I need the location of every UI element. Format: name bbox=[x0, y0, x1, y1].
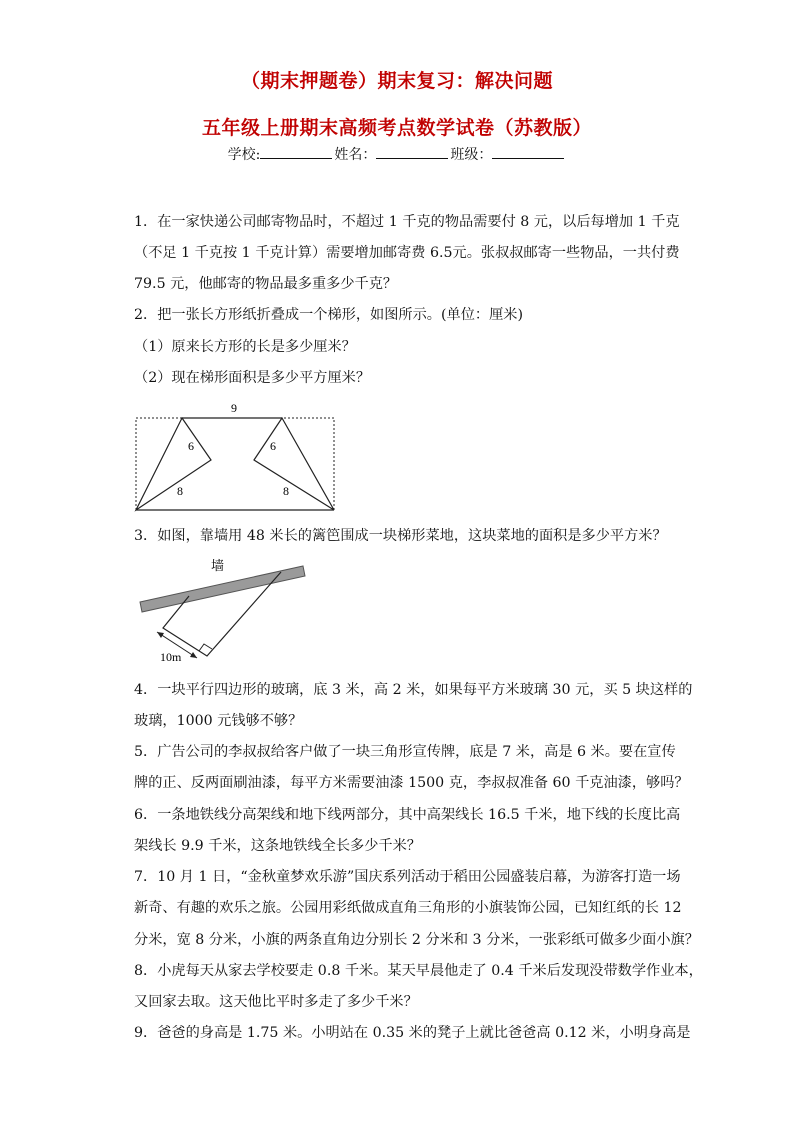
page-subtitle: 五年级上册期末高频考点数学试卷（苏教版） bbox=[201, 117, 592, 139]
problem-3-line-1: 3．如图，靠墙用 48 米长的篱笆围成一块梯形菜地，这块菜地的面积是多少平方米？ bbox=[134, 528, 667, 544]
school-label: 学校: bbox=[227, 147, 261, 163]
wall-label: 墙 bbox=[211, 559, 225, 574]
problem-4-line-2: 玻璃，1000 元钱够不够？ bbox=[134, 713, 303, 729]
problem-4-line-1: 4．一块平行四边形的玻璃，底 3 米，高 2 米，如果每平方米玻璃 30 元，买 5 块这样的 bbox=[134, 682, 693, 698]
figure-wall-trapezoid bbox=[135, 552, 315, 670]
problem-1-line-2: （不足 1 千克按 1 千克计算）需要增加邮寄费 6.5元。张叔叔邮寄一些物品，一共付费 bbox=[134, 245, 680, 261]
label-left-6: 6 bbox=[188, 439, 194, 453]
problem-6-line-2: 架线长 9.9 千米，这条地铁线全长多少千米？ bbox=[134, 838, 421, 854]
figure-folded-rectangle bbox=[130, 398, 340, 516]
student-info-line bbox=[0, 144, 794, 164]
length-label: 10m bbox=[160, 650, 182, 664]
class-label: 班级： bbox=[450, 147, 493, 163]
problem-9-line-1: 9．爸爸的身高是 1.75 米。小明站在 0.35 米的凳子上就比爸爸高 0.12 米，小明身高是 bbox=[134, 1025, 691, 1041]
left-fold-triangle bbox=[136, 418, 211, 510]
problem-7-line-2: 新奇、有趣的欢乐之旅。公园用彩纸做成直角三角形的小旗装饰公园，已知红纸的长 12 bbox=[134, 900, 682, 916]
problem-5-line-1: 5．广告公司的李叔叔给客户做了一块三角形宣传牌，底是 7 米，高是 6 米。要在宣传 bbox=[134, 744, 676, 760]
right-angle-mark bbox=[199, 644, 212, 651]
problem-2-line-3: （2）现在梯形面积是多少平方厘米？ bbox=[134, 370, 371, 386]
problem-7-line-1: 7．10 月 1 日，“金秋童梦欢乐游”国庆系列活动于稻田公园盛装启幕，为游客打造一场 bbox=[134, 869, 681, 885]
name-label: 姓名： bbox=[334, 147, 377, 163]
problem-7-line-3: 分米，宽 8 分米，小旗的两条直角边分别长 2 分米和 3 分米，一张彩纸可做多少面小旗？ bbox=[134, 932, 699, 948]
arrow-head-end bbox=[190, 652, 197, 658]
arrow-head-start bbox=[157, 632, 164, 638]
label-right-8: 8 bbox=[283, 484, 289, 498]
problem-1-line-1: 1．在一家快递公司邮寄物品时，不超过 1 千克的物品需要付 8 元，以后每增加 1 千克 bbox=[134, 214, 680, 230]
right-fold-triangle bbox=[254, 418, 334, 510]
school-blank[interactable] bbox=[260, 145, 332, 159]
label-right-6: 6 bbox=[270, 439, 276, 453]
problem-1-line-3: 79.5 元，他邮寄的物品最多重多少千克？ bbox=[134, 276, 398, 292]
problem-6-line-1: 6．一条地铁线分高架线和地下线两部分，其中高架线长 16.5 千米，地下线的长度比高 bbox=[134, 807, 681, 823]
rectangle-outline bbox=[136, 418, 334, 510]
label-left-8: 8 bbox=[177, 484, 183, 498]
label-top-9: 9 bbox=[231, 401, 237, 415]
class-blank[interactable] bbox=[492, 145, 564, 159]
page-title: （期末押题卷）期末复习：解决问题 bbox=[240, 70, 553, 92]
problem-5-line-2: 牌的正、反两面刷油漆，每平方米需要油漆 1500 克，李叔叔准备 60 千克油漆，够吗？ bbox=[134, 775, 689, 791]
name-blank[interactable] bbox=[376, 145, 448, 159]
problem-2-line-2: （1）原来长方形的长是多少厘米？ bbox=[134, 339, 356, 355]
problem-2-line-1: 2．把一张长方形纸折叠成一个梯形，如图所示。(单位：厘米) bbox=[134, 307, 523, 323]
problem-8-line-2: 又回家去取。这天他比平时多走了多少千米？ bbox=[134, 994, 418, 1010]
problem-8-line-1: 8．小虎每天从家去学校要走 0.8 千米。某天早晨他走了 0.4 千米后发现没带数学作业本， bbox=[134, 963, 703, 979]
